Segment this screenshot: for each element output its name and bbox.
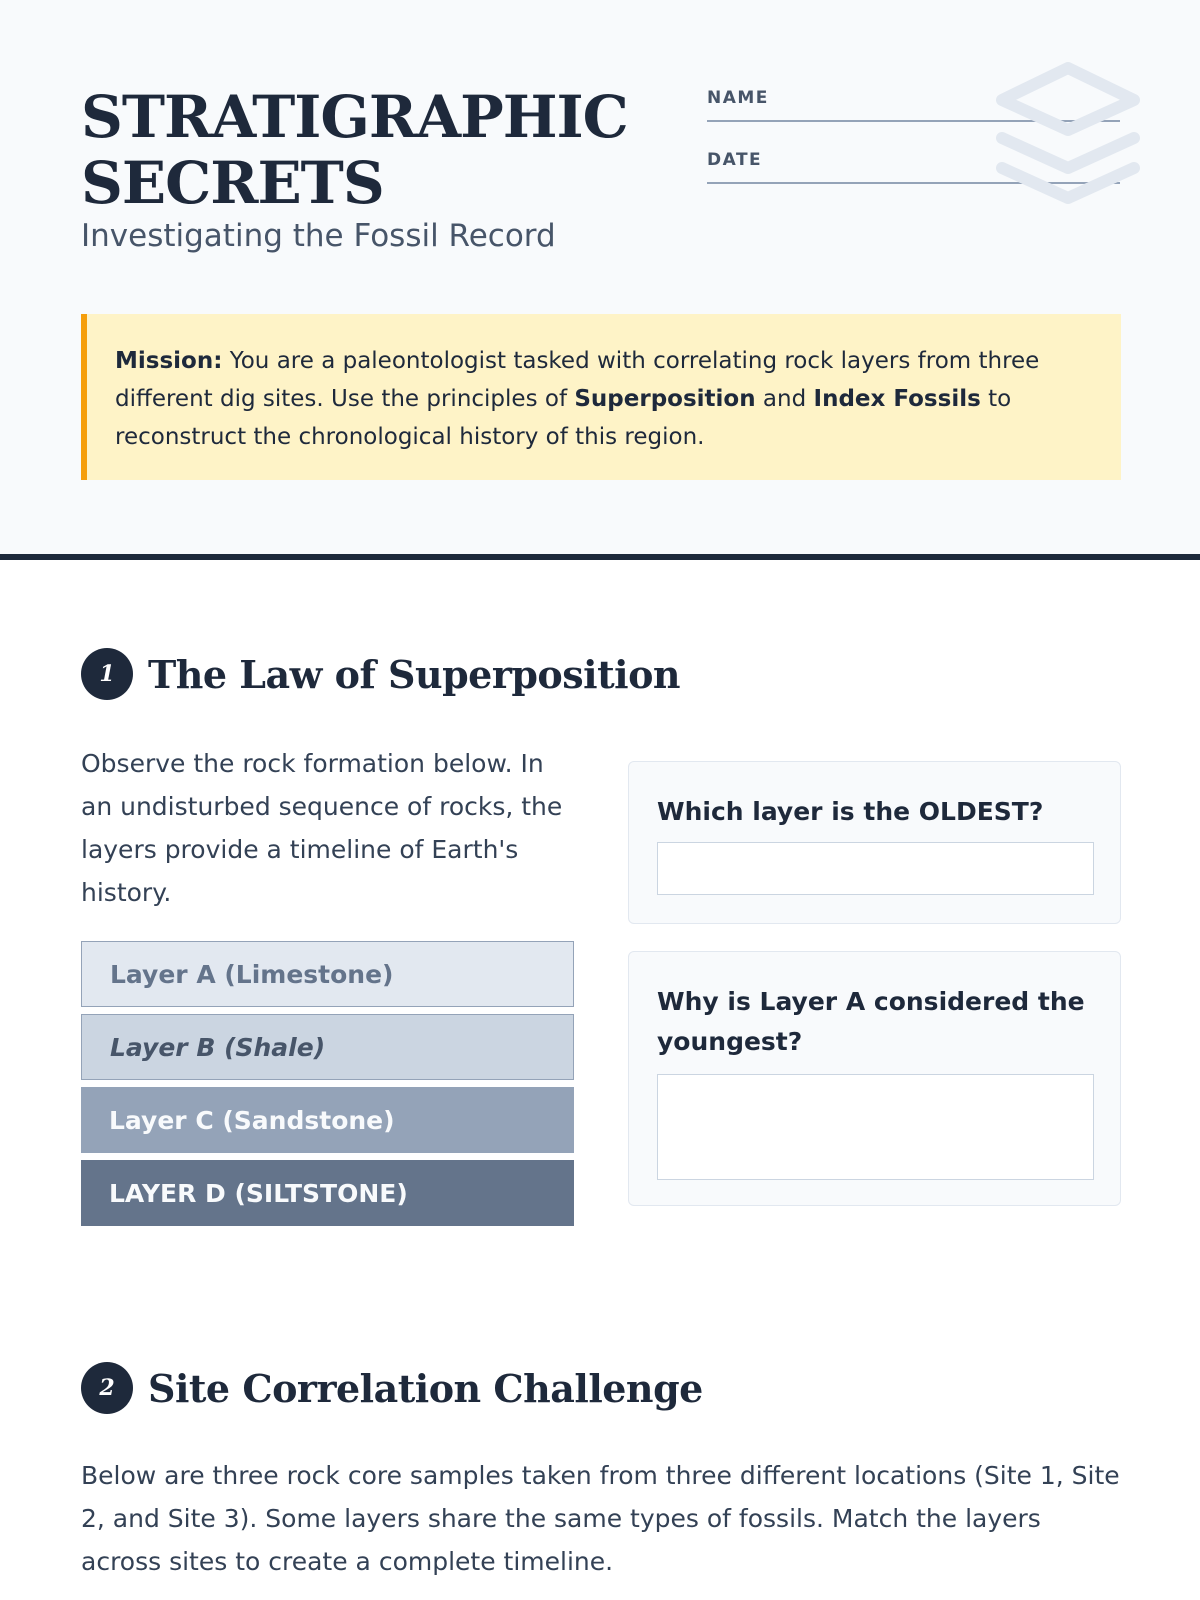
mission-text-1: You are a paleontologist tasked with correlating rock layers from three different dig sites. Use the principles of [115,348,1040,412]
page-subtitle: Investigating the Fossil Record [81,218,556,254]
rock-layer-c [81,1087,574,1153]
section-1-intro: Observe the rock formation below. In an undisturbed sequence of rocks, the layers provide a timeline of Earth's history. [81,749,563,907]
section-2-number: 2 [81,1362,133,1414]
page-title [81,84,641,216]
mission-term-index-fossils: Index Fossils [813,386,981,412]
section-2-heading [81,1362,703,1414]
title-line-1: STRATIGRAPHIC [81,83,628,151]
worksheet-header [0,0,1200,560]
answer-oldest-input[interactable] [657,842,1094,895]
mission-text-3: to reconstruct the chronological history of this region. [115,386,1012,450]
mission-callout [81,314,1121,480]
section-1-number: 1 [81,648,133,700]
section-2-title: Site Correlation Challenge [148,1365,703,1411]
question-oldest-text: Which layer is the OLDEST? [657,797,1044,826]
name-label: NAME [707,88,769,108]
mission-term-superposition: Superposition [574,386,756,412]
rock-layer-d [81,1160,574,1226]
answer-youngest-input[interactable] [657,1074,1094,1180]
mission-text-2: and [755,386,814,412]
question-card-oldest [628,761,1121,924]
date-label: DATE [707,150,763,170]
layers-icon [988,56,1148,216]
rock-layer-c-label: Layer C (Sandstone) [109,1105,395,1135]
mission-label: Mission: [115,348,223,374]
section-1-title: The Law of Superposition [148,651,681,697]
rock-layer-d-label: LAYER D (SILTSTONE) [109,1178,408,1208]
section-2-intro: Below are three rock core samples taken from three different locations (Site 1, Site 2, and Site 3). Some layers share the same types of fossils. Match the layers across sites to create a complete timeline. [81,1461,1120,1576]
section-1-heading [81,648,680,700]
title-line-2: SECRETS [81,149,384,217]
rock-layer-b [81,1014,574,1080]
rock-layer-b-label: Layer B (Shale) [110,1032,326,1062]
question-card-youngest [628,951,1121,1206]
question-youngest-text: Why is Layer A considered the youngest? [657,987,1085,1056]
rock-layer-a [81,941,574,1007]
rock-layer-a-label: Layer A (Limestone) [110,959,394,989]
